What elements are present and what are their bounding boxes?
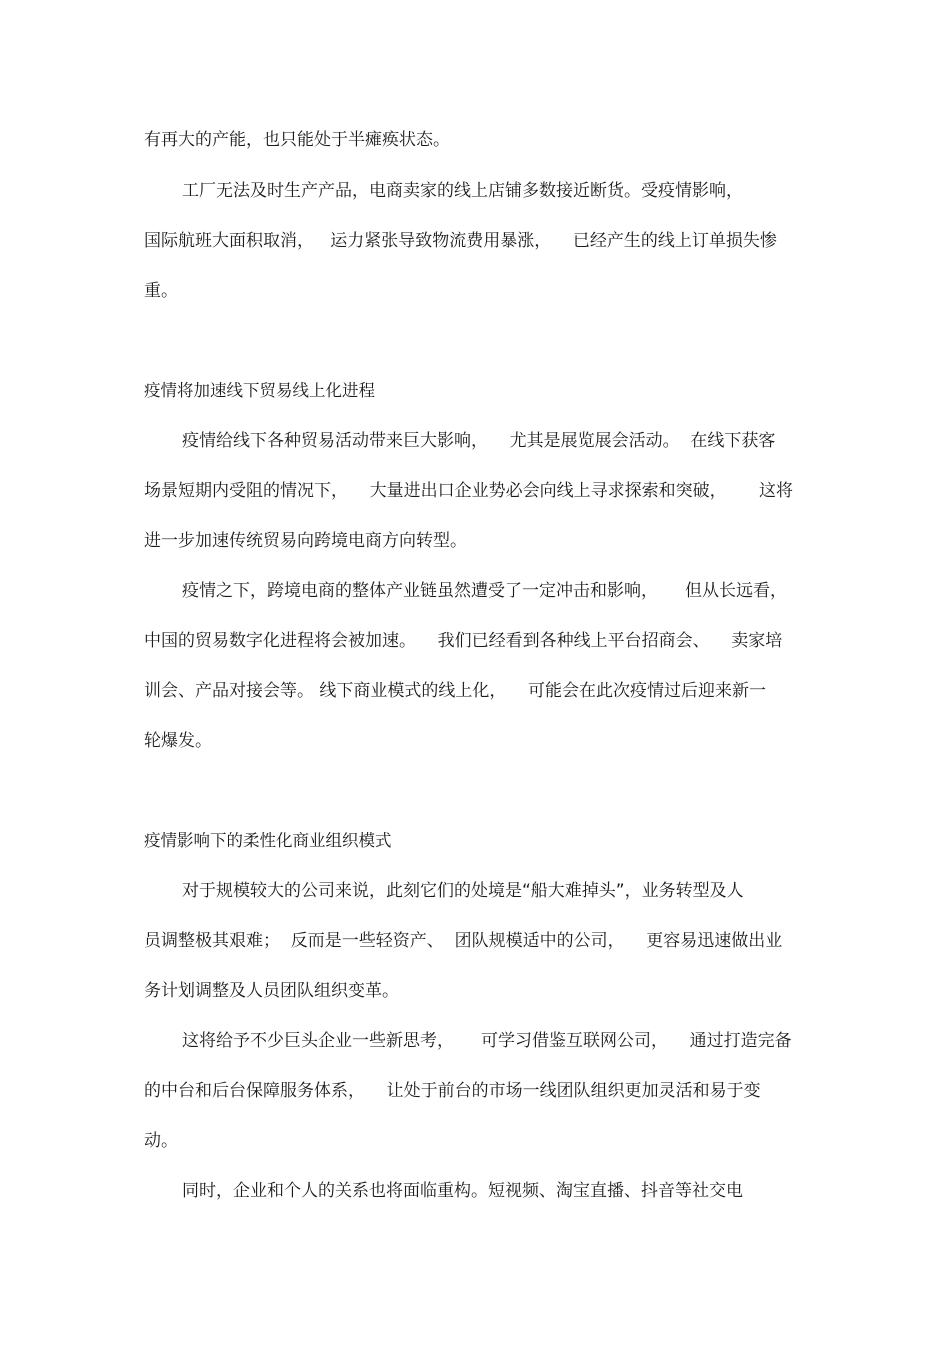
paragraph-line: 动。 [144,1131,178,1151]
paragraph-line: 工厂无法及时生产产品，电商卖家的线上店铺多数接近断货。受疫情影响， [182,181,743,201]
paragraph-line: 对于规模较大的公司来说，此刻它们的处境是“船大难掉头”，业务转型及人 [182,881,744,901]
paragraph-line: 轮爆发。 [144,731,212,751]
paragraph-line: 疫情之下，跨境电商的整体产业链虽然遭受了一定冲击和影响， 但从长远看， [182,581,788,601]
paragraph-line: 场景短期内受阻的情况下， 大量进出口企业势必会向线上寻求探索和突破， 这将 [144,481,794,501]
section-heading: 疫情影响下的柔性化商业组织模式 [144,831,392,850]
paragraph-line: 这将给予不少巨头企业一些新思考， 可学习借鉴互联网公司， 通过打造完备 [182,1031,792,1051]
paragraph-line: 有再大的产能，也只能处于半瘫痪状态。 [144,130,450,150]
paragraph-line: 疫情给线下各种贸易活动带来巨大影响， 尤其是展览展会活动。 在线下获客 [182,431,776,451]
section-heading: 疫情将加速线下贸易线上化进程 [144,381,375,400]
paragraph-line: 中国的贸易数字化进程将会被加速。 我们已经看到各种线上平台招商会、 卖家培 [144,631,783,651]
paragraph-line: 的中台和后台保障服务体系， 让处于前台的市场一线团队组织更加灵活和易于变 [144,1081,761,1101]
paragraph-line: 同时，企业和个人的关系也将面临重构。短视频、淘宝直播、抖音等社交电 [182,1181,743,1201]
paragraph-line: 员调整极其艰难； 反而是一些轻资产、 团队规模适中的公司， 更容易迅速做出业 [144,931,783,951]
paragraph-line: 训会、产品对接会等。 线下商业模式的线上化， 可能会在此次疫情过后迎来新一 [144,681,767,701]
paragraph-line: 重。 [144,281,178,301]
paragraph-line: 国际航班大面积取消， 运力紧张导致物流费用暴涨， 已经产生的线上订单损失惨 [144,231,777,251]
paragraph-line: 进一步加速传统贸易向跨境电商方向转型。 [144,531,467,551]
paragraph-line: 务计划调整及人员团队组织变革。 [144,981,399,1001]
